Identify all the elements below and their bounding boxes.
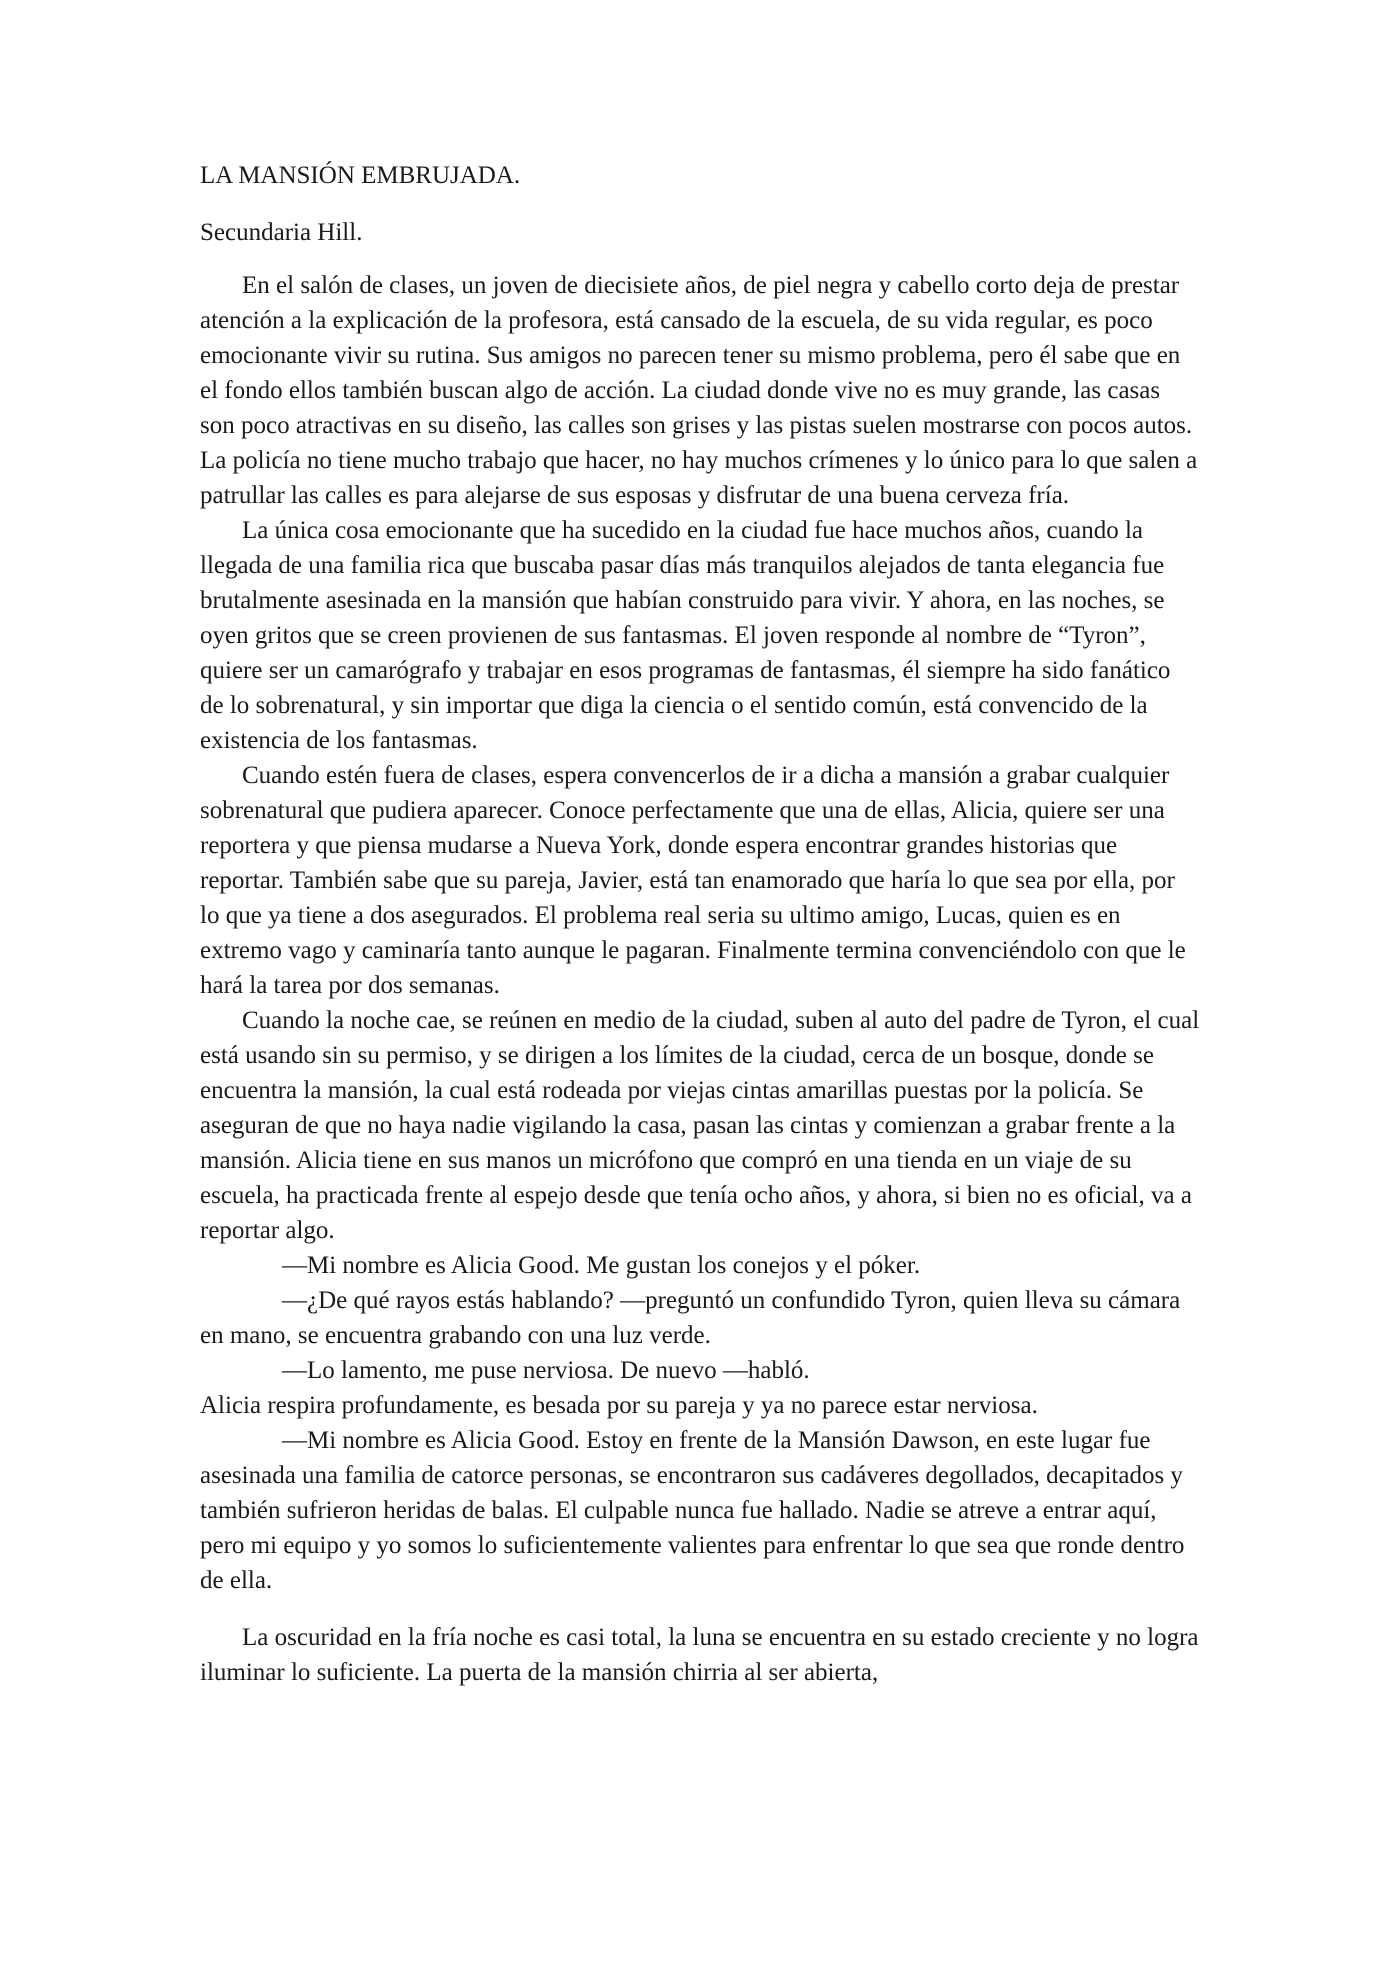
closing-paragraph: La oscuridad en la fría noche es casi total, la luna se encuentra en su estado creciente y no logra iluminar lo suficiente. La puerta de la mansión chirria al ser abierta, [200,1624,1199,1686]
narration-line: Alicia respira profundamente, es besada por su pareja y ya no parece estar nerviosa. [200,1392,1038,1419]
dialog-line-2: —¿De qué rayos estás hablando? —preguntó un confundido Tyron, quien lleva su cámara en mano, se encuentra grabando con una luz verde. [200,1287,1181,1349]
paragraph-2: La única cosa emocionante que ha sucedido en la ciudad fue hace muchos años, cuando la llegada de una familia rica que buscaba pasar días más tranquilos alejados de tanta elegancia fue brutalmente asesinada en la mansión que habían construido para vivir. Y ahora, en las noches, se oyen gritos que se creen provienen de sus fantasmas. El joven responde al nombre de “Tyron”, quiere ser un camarógrafo y trabajar en esos programas de fantasmas, él siempre ha sido fanático de lo sobrenatural, y sin importar que diga la ciencia o el sentido común, está convencido de la existencia de los fantasmas. [200,517,1171,754]
dialog-line-3: —Lo lamento, me puse nerviosa. De nuevo —habló. [282,1357,810,1384]
paragraph-3: Cuando estén fuera de clases, espera convencerlos de ir a dicha a mansión a grabar cualquier sobrenatural que pudiera aparecer. Conoce perfectamente que una de ellas, Alicia, quiere ser una reportera y que piensa mudarse a Nueva York, donde espera encontrar grandes historias que reportar. También sabe que su pareja, Javier, está tan enamorado que haría lo que sea por ella, por lo que ya tiene a dos asegurados. El problema real seria su ultimo amigo, Lucas, quien es en extremo vago y caminaría tanto aunque le pagaran. Finalmente termina convenciéndolo con que le hará la tarea por dos semanas. [200,762,1186,999]
dialog-line-4: —Mi nombre es Alicia Good. Estoy en frente de la Mansión Dawson, en este lugar fue asesinada una familia de catorce personas, se encontraron sus cadáveres degollados, decapitados y también sufrieron heridas de balas. El culpable nunca fue hallado. Nadie se atreve a entrar aquí, pero mi equipo y yo somos lo suficientemente valientes para enfrentar lo que sea que ronde dentro de ella. [200,1427,1185,1594]
paragraph-4: Cuando la noche cae, se reúnen en medio de la ciudad, suben al auto del padre de Tyron, el cual está usando sin su permiso, y se dirigen a los límites de la ciudad, cerca de un bosque, donde se encuentra la mansión, la cual está rodeada por viejas cintas amarillas puestas por la policía. Se aseguran de que no haya nadie vigilando la casa, pasan las cintas y comienzan a grabar frente a la mansión. Alicia tiene en sus manos un micrófono que compró en una tienda en un viaje de su escuela, ha practicada frente al espejo desde que tenía ocho años, y ahora, si bien no es oficial, va a reportar algo. [200,1007,1200,1244]
dialog-line-1: —Mi nombre es Alicia Good. Me gustan los conejos y el póker. [282,1252,921,1279]
location-heading: Secundaria Hill. [200,219,363,246]
document-page [200,158,1200,1690]
document-title: LA MANSIÓN EMBRUJADA. [200,162,521,189]
paragraph-1: En el salón de clases, un joven de diecisiete años, de piel negra y cabello corto deja de prestar atención a la explicación de la profesora, está cansado de la escuela, de su vida regular, es poco emocionante vivir su rutina. Sus amigos no parecen tener su mismo problema, pero él sabe que en el fondo ellos también buscan algo de acción. La ciudad donde vive no es muy grande, las casas son poco atractivas en su diseño, las calles son grises y las pistas suelen mostrarse con pocos autos. La policía no tiene mucho trabajo que hacer, no hay muchos crímenes y lo único para lo que salen a patrullar las calles es para alejarse de sus esposas y disfrutar de una buena cerveza fría. [200,272,1198,509]
